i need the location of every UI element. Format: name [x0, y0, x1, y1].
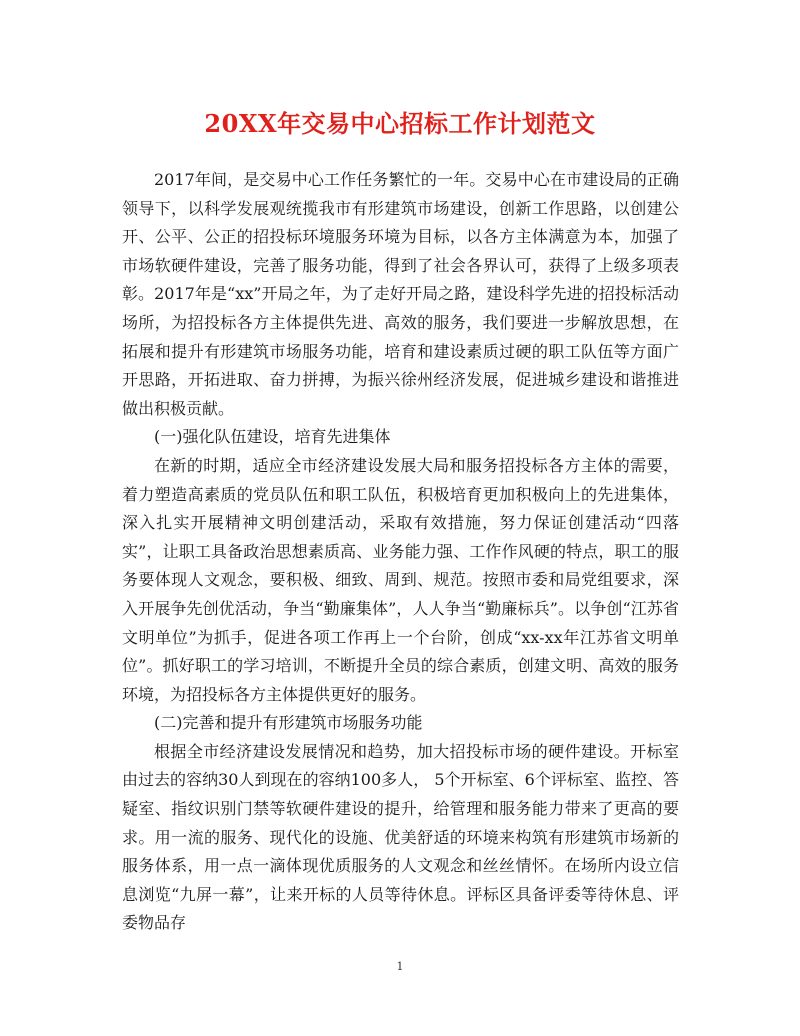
paragraph-section-2: 根据全市经济建设发展情况和趋势，加大招投标市场的硬件建设。开标室由过去的容纳30人到现在的容纳100多人， 5个开标室、6个评标室、监控、答疑室、指纹识别门禁等软硬件建设的提升，给管理和服务能力带来了更高的要求。用一流的服务、现代化的设施、优美舒适的环境来构筑有形建筑市场新的服务体系，用一点一滴体现优质服务的人文观念和丝丝情怀。在场所内设立信息浏览“九屏一幕”，让来开标的人员等待休息。评标区具备评委等待休息、评委物品存	[122, 741, 679, 933]
paragraph-section-1: 在新的时期，适应全市经济建设发展大局和服务招投标各方主体的需要，着力塑造高素质的党员队伍和职工队伍，积极培育更加积极向上的先进集体，深入扎实开展精神文明创建活动，采取有效措施，努力保证创建活动“四落实”，让职工具备政治思想素质高、业务能力强、工作作风硬的特点，职工的服务要体现人文观念，要积极、细致、周到、规范。按照市委和局党组要求，深入开展争先创优活动，争当“勤廉集体”，人人争当“勤廉标兵”。以争创“江苏省文明单位”为抓手，促进各项工作再上一个台阶，创成“xx-xx年江苏省文明单位”。抓好职工的学习培训，不断提升全员的综合素质，创建文明、高效的服务环境，为招投标各方主体提供更好的服务。	[122, 455, 679, 704]
section-heading-2: (二)完善和提升有形建筑市场服务功能	[154, 713, 423, 733]
document-title: 20XX年交易中心招标工作计划范文	[204, 109, 596, 138]
section-heading-1: (一)强化队伍建设，培育先进集体	[154, 427, 391, 447]
page-number: 1	[396, 960, 404, 973]
document-body	[122, 166, 679, 938]
paragraph-intro: 2017年间，是交易中心工作任务繁忙的一年。交易中心在市建设局的正确领导下，以科学发展观统揽我市有形建筑市场建设，创新工作思路，以创建公开、公平、公正的招投标环境服务环境为目标，以各方主体满意为本，加强了市场软硬件建设，完善了服务功能，得到了社会各界认可，获得了上级多项表彰。2017年是“xx”开局之年，为了走好开局之路，建设科学先进的招投标活动场所，为招投标各方主体提供先进、高效的服务，我们要进一步解放思想，在拓展和提升有形建筑市场服务功能，培育和建设素质过硬的职工队伍等方面广开思路，开拓进取、奋力拼搏，为振兴徐州经济发展，促进城乡建设和谐推进做出积极贡献。	[122, 170, 679, 418]
